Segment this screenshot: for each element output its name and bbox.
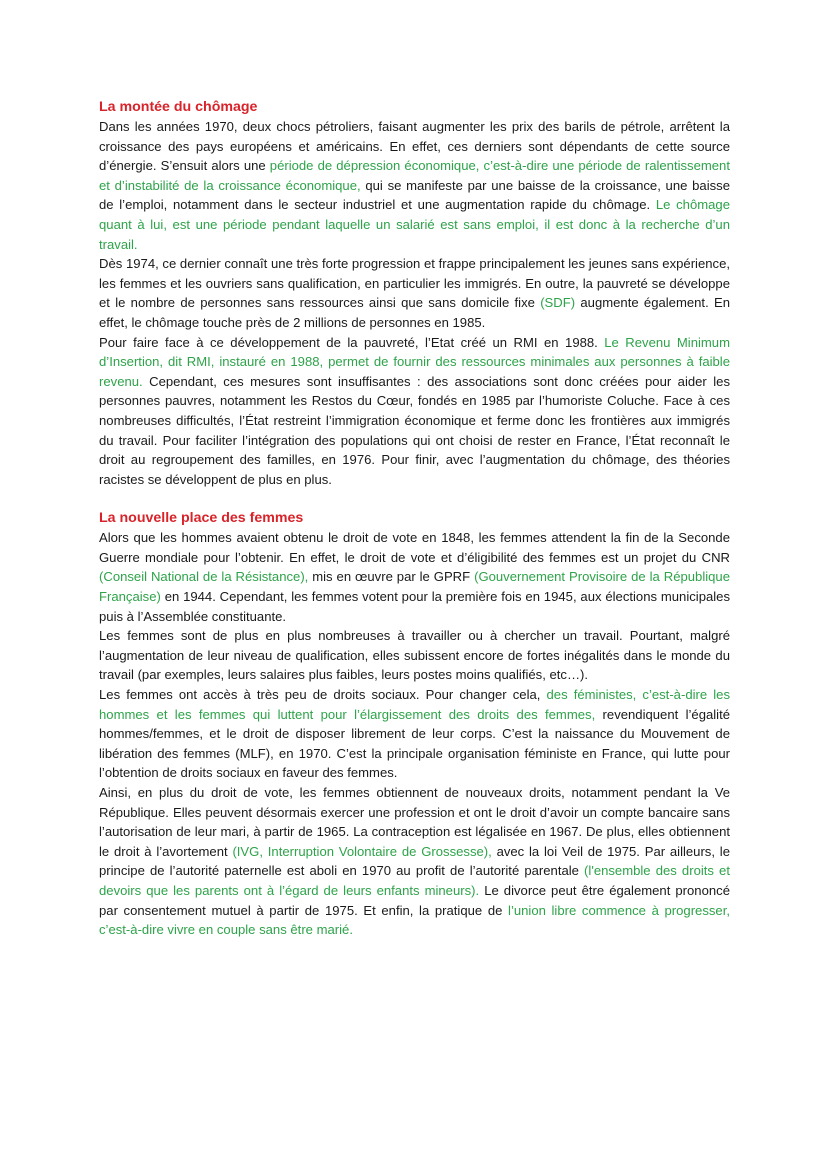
paragraph: Les femmes sont de plus en plus nombreuses à travailler ou à chercher un travail. Pourtant, malgré l’augmentation de leur niveau de qualification, elles subissent encore de fortes inégalités dans le monde du travail (par exemples, leurs salaires plus faibles, leurs postes moins qualifiés, etc…).	[99, 628, 730, 683]
paragraph: Ainsi, en plus du droit de vote, les femmes obtiennent de nouveaux droits, notamment pendant la Ve République. Elles peuvent désormais exercer une profession et ont le droit d’avoir un compte bancaire sans l’autorisation de leur mari, à partir de 1965. La contraception est légalisée en 1967. De plus, elles obtiennent le droit à l’avortement (IVG, Interruption Volontaire de Grossesse), avec la loi Veil de 1975. Par ailleurs, le principe de l’autorité paternelle est aboli en 1970 au profit de l’autorité parentale (l'ensemble des droits et devoirs que les parents ont à l’égard de leurs enfants mineurs). Le divorce peut être également prononcé par consentement mutuel à partir de 1975. Et enfin, la pratique de l’union libre commence à progresser, c’est-à-dire vivre en couple sans être marié.	[99, 785, 730, 938]
paragraph: Pour faire face à ce développement de la pauvreté, l’Etat créé un RMI en 1988. Le Revenu Minimum d’Insertion, dit RMI, instauré en 1988, permet de fournir des ressources minimales aux personnes à faible revenu. Cependant, ces mesures sont insuffisantes : des associations sont donc créées pour aider les personnes pauvres, notamment les Restos du Cœur, fondés en 1985 par l’humoriste Coluche. Face à ces nombreuses difficultés, l’État restreint l’immigration économique et ferme donc les frontières aux immigrés du travail. Pour faciliter l’intégration des populations qui ont choisi de rester en France, l’État reconnaît le droit au regroupement des familles, en 1976. Pour finir, avec l’augmentation du chômage, des théories racistes se développent de plus en plus.	[99, 334, 730, 487]
document-body	[99, 97, 730, 940]
paragraph: Dans les années 1970, deux chocs pétroliers, faisant augmenter les prix des barils de pétrole, arrêtent la croissance des pays européens et américains. En effet, ces derniers sont dépendants de cette source d’énergie. S’ensuit alors une période de dépression économique, c’est-à-dire une période de ralentissement et d’instabilité de la croissance économique, qui se manifeste par une baisse de la croissance, une baisse de l’emploi, notamment dans le secteur industriel et une augmentation rapide du chômage. Le chômage quant à lui, est une période pendant laquelle un salarié est sans emploi, il est donc à la recherche d’un travail.	[99, 119, 730, 252]
section-title-femmes: La nouvelle place des femmes	[99, 510, 304, 527]
paragraph: Dès 1974, ce dernier connaît une très forte progression et frappe principalement les jeunes sans expérience, les femmes et les ouvriers sans qualification, en particulier les immigrés. En outre, la pauvreté se développe et le nombre de personnes sans ressources ainsi que sans domicile fixe (SDF) augmente également. En effet, le chômage touche près de 2 millions de personnes en 1985.	[99, 256, 731, 330]
paragraph: Alors que les hommes avaient obtenu le droit de vote en 1848, les femmes attendent la fin de la Seconde Guerre mondiale pour l’obtenir. En effet, le droit de vote et d’éligibilité des femmes est un projet du CNR (Conseil National de la Résistance), mis en œuvre par le GPRF (Gouvernement Provisoire de la République Française) en 1944. Cependant, les femmes votent pour la première fois en 1945, aux élections municipales puis à l’Assemblée constituante.	[99, 530, 730, 624]
section-title-chomage: La montée du chômage	[99, 99, 258, 115]
paragraph: Les femmes ont accès à très peu de droits sociaux. Pour changer cela, des féministes, c’est-à-dire les hommes et les femmes qui luttent pour l’élargissement des droits des femmes, revendiquent l’égalité hommes/femmes, et le droit de disposer librement de leur corps. C’est la naissance du Mouvement de libération des femmes (MLF), en 1970. C’est la principale organisation féministe en France, qui lutte pour l’obtention de droits sociaux en faveur des femmes.	[99, 687, 730, 781]
